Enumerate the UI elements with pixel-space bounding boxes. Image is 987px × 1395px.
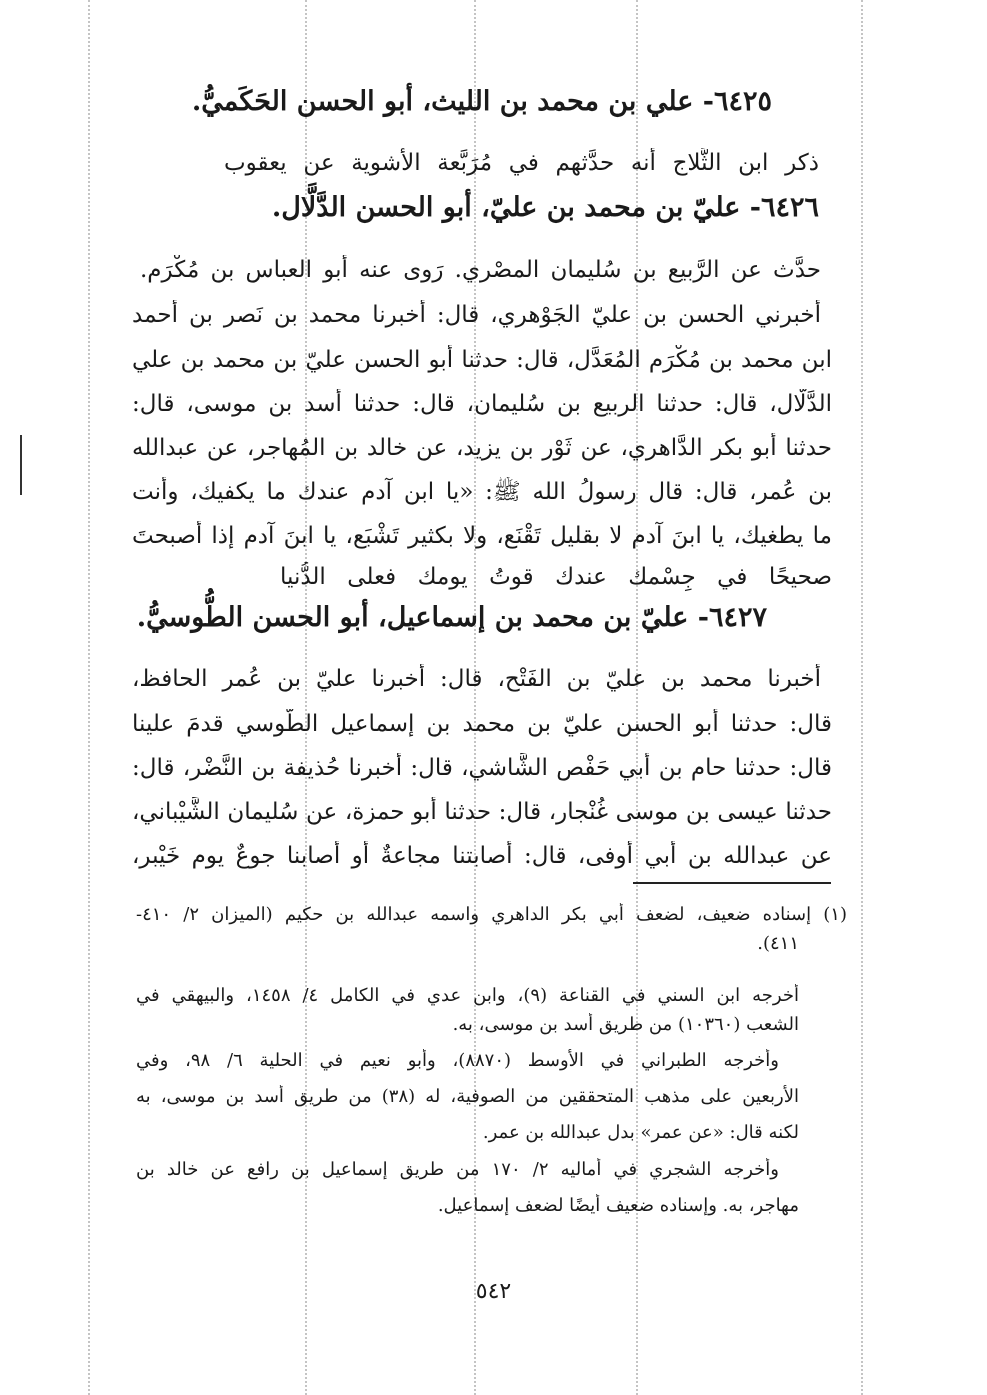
entry-6427-line: حدثنا عيسى بن موسى غُنْجار، قال: حدثنا أبو حمزة، عن سُليمان الشَّيْباني، xyxy=(132,799,832,825)
footnote-line: وأخرجه الشجري في أماليه ٢/ ١٧٠ من طريق إسماعيل بن رافع عن خالد بن xyxy=(136,1159,779,1180)
footnote-line: الأربعين على مذهب المتحققين من الصوفية، له (٣٨) من طريق أسد بن موسى، به xyxy=(136,1086,799,1107)
entry-heading-6425: ٦٤٢٥- علي بن محمد بن الليث، أبو الحسن الحَكَميُّ. xyxy=(191,86,772,117)
entry-heading-6427: ٦٤٢٧- عليّ بن محمد بن إسماعيل، أبو الحسن الطُّوسيُّ. xyxy=(136,602,767,633)
margin-mark xyxy=(20,435,22,495)
entry-6427-line: عن عبدالله بن أبي أوفى، قال: أصابتنا مجاعةٌ أو أصابنا جوعٌ يوم خَيْبر، xyxy=(132,843,832,869)
page-number: ٥٤٢ xyxy=(475,1279,512,1304)
entry-6426-line: حدَّث عن الرَّبيع بن سُليمان المصْري. رَوى عنه أبو العباس بن مُكْرَم. xyxy=(140,257,821,283)
footnote-line: (١) إسناده ضعيف، لضعف أبي بكر الداهري واسمه عبدالله بن حكيم (الميزان ٢/ ٤١٠- xyxy=(136,904,847,925)
entry-6426-line: ابن محمد بن مُكْرَم المُعَدَّل، قال: حدثنا أبو الحسن عليّ بن محمد بن علي xyxy=(132,347,832,373)
entry-6426-line: الدَّلَّال، قال: حدثنا الربيع بن سُليمان، قال: حدثنا أسد بن موسى، قال: xyxy=(132,391,832,417)
entry-6426-line: بن عُمر، قال: قال رسولُ الله ﷺ: «يا ابن آدم عندك ما يكفيك، وأنت xyxy=(132,479,832,505)
entry-6427-line: قال: حدثنا حام بن أبي حَفْص الشَّاشي، قال: أخبرنا حُذيفة بن النَّضْر، قال: xyxy=(132,755,832,781)
entry-6426-line: حدثنا أبو بكر الدَّاهري، عن ثَوْر بن يزيد، عن خالد بن المُهاجر، عن عبدالله xyxy=(132,435,832,461)
entry-6427-line: أخبرنا محمد بن عليّ بن الفَتْح، قال: أخبرنا عليّ بن عُمر الحافظ، xyxy=(132,666,821,692)
scan-guide-line xyxy=(88,0,90,1395)
scan-guide-line xyxy=(861,0,863,1395)
footnote-line: الشعب (١٠٣٦٠) من طريق أسد بن موسى، به. xyxy=(452,1014,799,1035)
footnote-line: لكنه قال: «عن عمر» بدل عبدالله بن عمر. xyxy=(482,1122,799,1143)
entry-6426-line: ما يطغيك، يا ابنَ آدم لا بقليل تَقْنَع، ولا بكثير تَشْبَع، يا ابنَ آدم إذا أصبحتَ xyxy=(132,523,832,549)
entry-6426-line: صحيحًا في جِسْمك عندك قوتُ يومك فعلى الدُّنيا xyxy=(280,564,832,590)
entry-heading-6426: ٦٤٢٦- عليّ بن محمد بن عليّ، أبو الحسن الدَّلَّال. xyxy=(271,192,819,223)
footnote-line: مهاجر، به. وإسناده ضعيف أيضًا لضعف إسماعيل. xyxy=(437,1195,799,1216)
entry-6426-line: أخبرني الحسن بن عليّ الجَوْهري، قال: أخبرنا محمد بن نَصر بن أحمد xyxy=(132,302,821,328)
footnote-line: ٤١١). xyxy=(757,933,799,954)
footnote-line: أخرجه ابن السني في القناعة (٩)، وابن عدي في الكامل ٤/ ١٤٥٨، والبيهقي في xyxy=(136,985,799,1006)
footnote-separator xyxy=(633,882,831,884)
footnote-line: وأخرجه الطبراني في الأوسط (٨٨٧٠)، وأبو نعيم في الحلية ٦/ ٩٨، وفي xyxy=(136,1050,779,1071)
entry-6425-line: ذكر ابن الثَّلاج أنه حدَّثهم في مُرَبَّعة الأشوية عن يعقوب xyxy=(224,150,819,176)
entry-6427-line: قال: حدثنا أبو الحسن عليّ بن محمد بن إسماعيل الطُّوسي قدمَ علينا xyxy=(132,711,832,737)
